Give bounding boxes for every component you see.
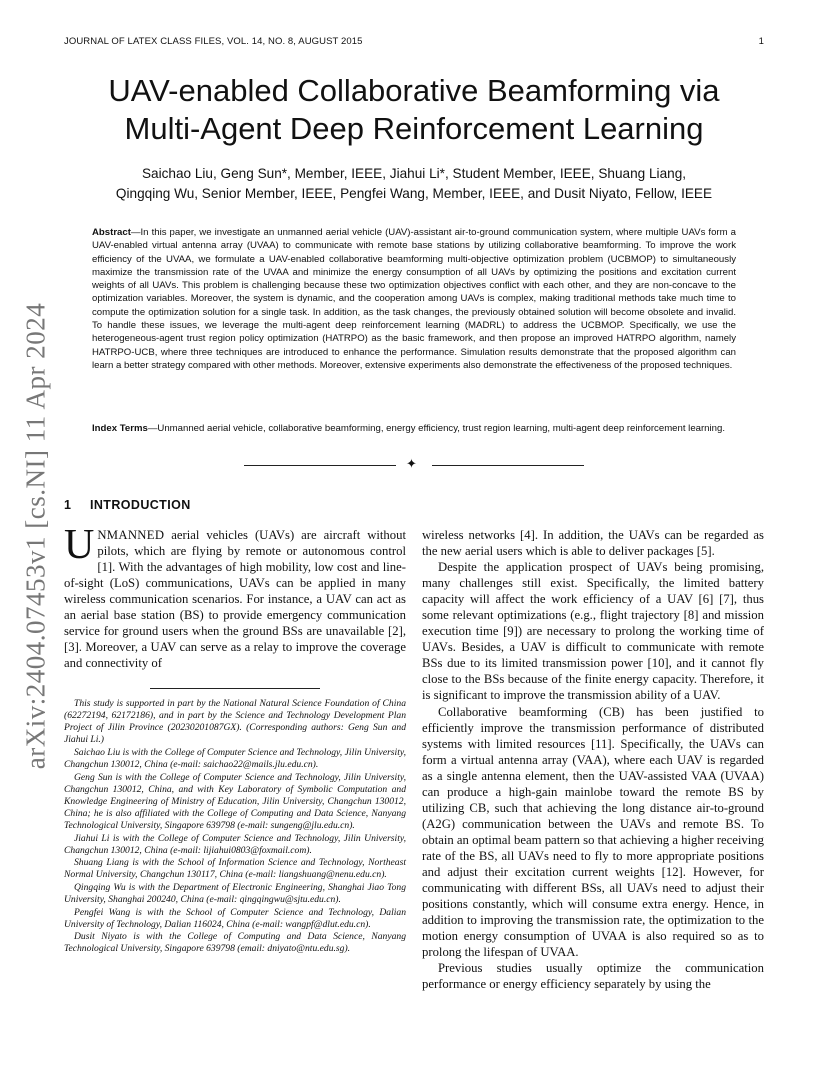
footnote-rule <box>150 688 320 689</box>
section-separator <box>244 458 584 472</box>
drop-cap: U <box>64 522 95 568</box>
abstract <box>92 226 736 372</box>
footnote-author: Geng Sun is with the College of Computer Science and Technology, Jilin University, Changchun 130012, China, and with Key Laboratory of Symbolic Computation and Knowledge Engineering of Ministry of Education, Jilin University, Changchun 130012, China; he is also affiliated with the College of Computing and Data Science, Nanyang Technological University, Singapore 639798 (e-mail: sungeng@jlu.edu.cn). <box>64 771 406 831</box>
authors-line-2: Qingqing Wu, Senior Member, IEEE, Pengfei Wang, Member, IEEE, and Dusit Niyato, Fellow, IEEE <box>115 186 713 201</box>
abstract-label: Abstract <box>92 227 131 238</box>
section-title: INTRODUCTION <box>90 498 191 512</box>
footnote-author: Dusit Niyato is with the College of Computing and Data Science, Nanyang Technological University, Singapore 639798 (email: dniyato@ntu.edu.sg). <box>64 931 406 955</box>
left-column <box>64 522 406 671</box>
footnote-funding: This study is supported in part by the National Natural Science Foundation of China (62272194, 62172186), and in part by the Science and Technology Development Plan Project of Jilin Province (20230201087GX). (Corresponding authors: Geng Sun and Jiahui Li.) <box>64 698 406 746</box>
intro-paragraph-4: Previous studies usually optimize the communication performance or energy efficiency separately by using the <box>422 961 764 992</box>
intro-paragraph-3: Collaborative beamforming (CB) has been justified to efficiently improve the transmission performance of distributed systems with limited resources [11]. Specifically, the UAVs can form a virtual antenna array (VAA), where each UAV is regarded as a single antenna element, then the UAV-assisted VAA (UVAA) can produce a high-gain mainlobe toward the remote BS by utilizing CB, such that achieving the long distance air-to-ground (A2G) communication between the UAVs and remote BS. To obtain an optimal beam pattern so that achieving a higher receiving rate of the BS, all UAVs need to fly to more appropriate positions and adjust their excitation current weights [12]. However, for communicating with different BSs, all UAVs need to adjust their positions constantly, which will consume extra energy. Hence, in addition to improving the transmission rate, the optimization to the motion energy consumption of UVAA is also required so as to prolong the lifespan of UVAA. <box>422 704 764 960</box>
intro-paragraph-continued: wireless networks [4]. In addition, the UAVs can be regarded as the new aerial users which is able to deliver packages [5]. <box>422 528 764 559</box>
right-column <box>422 527 764 992</box>
running-header <box>64 36 764 50</box>
separator-rule-left <box>244 465 396 466</box>
footnote-author: Jiahui Li is with the College of Computer Science and Technology, Jilin University, Changchun 130012, China (e-mail: lijiahui0803@foxmail.com). <box>64 832 406 856</box>
footnote-author: Saichao Liu is with the College of Computer Science and Technology, Jilin University, Changchun 130012, China (e-mail: saichao22@mails.jlu.edu.cn). <box>64 746 406 770</box>
page-number: 1 <box>758 36 764 47</box>
intro-paragraph-1 <box>64 522 406 671</box>
title-line-2: Multi-Agent Deep Reinforcement Learning <box>124 111 704 146</box>
arxiv-identifier: arXiv:2404.07453v1 [cs.NI] 11 Apr 2024 <box>20 302 51 770</box>
title-line-1: UAV-enabled Collaborative Beamforming via <box>108 73 720 108</box>
paper-title <box>60 72 768 148</box>
index-terms <box>92 422 736 435</box>
arxiv-stamp <box>16 296 56 776</box>
authors-line-1: Saichao Liu, Geng Sun*, Member, IEEE, Jiahui Li*, Student Member, IEEE, Shuang Liang, <box>141 166 687 181</box>
intro-smallcaps: NMANNED <box>97 528 165 542</box>
section-heading <box>64 498 191 512</box>
footnote-author: Pengfei Wang is with the School of Computer Science and Technology, Dalian University of Technology, Dalian 116024, China (e-mail: wangpf@dlut.edu.cn). <box>64 906 406 930</box>
abstract-text: —In this paper, we investigate an unmanned aerial vehicle (UAV)-assistant air-to-ground communication system, where multiple UAVs form a UAV-enabled virtual antenna array (UVAA) to communicate with remote base stations by utilizing collaborative beamforming. To improve the work efficiency of the UVAA, we formulate a UAV-enabled collaborative beamforming multi-objective optimization problem (UCBMOP) to simultaneously maximize the transmission rate of the UVAA and minimize the energy consumption of all UAVs by optimizing the positions and excitation current weights of all UAVs. This problem is challenging because these two optimization objectives conflict with each other, and they are non-concave to the optimization variables. Moreover, the system is dynamic, and the cooperation among UAVs is complex, making traditional methods take much time to compute the optimization solution for a single task. In addition, as the task changes, the previously obtained solution will become obsolete and invalid. To handle these issues, we leverage the multi-agent deep reinforcement learning (MADRL) to address the UCBMOP. Specifically, we use the heterogeneous-agent trust region policy optimization (HATRPO) as the basic framework, and then propose an improved HATRPO algorithm, namely HATRPO-UCB, where three techniques are introduced to enhance the performance. Simulation results demonstrate that the proposed algorithm can learn a better strategy compared with other methods. Moreover, extensive experiments also demonstrate the effectiveness of the proposed techniques. <box>92 227 736 371</box>
author-list <box>60 164 768 204</box>
footnote-author: Shuang Liang is with the School of Information Science and Technology, Northeast Normal University, Changchun 130117, China (e-mail: liangshuang@nenu.edu.cn). <box>64 857 406 881</box>
index-terms-label: Index Terms <box>92 423 148 434</box>
section-number: 1 <box>64 498 72 512</box>
footnote-author: Qingqing Wu is with the Department of Electronic Engineering, Shanghai Jiao Tong University, Shanghai 200240, China (e-mail: qingqingwu@sjtu.edu.cn). <box>64 881 406 905</box>
intro-paragraph-1-text: aerial vehicles (UAVs) are aircraft without pilots, which are flying by remote or autonomous control [1]. With the advantages of high mobility, low cost and line-of-sight (LoS) communications, UAVs can be applied in many wireless communication scenarios. For instance, a UAV can act as an aerial base station (BS) to provide emergency communication service for ground users when the ground BSs are unavailable [2], [3]. Moreover, a UAV can serve as a relay to improve the coverage and connectivity of <box>64 528 406 671</box>
separator-diamond-icon: ✦ <box>406 457 417 472</box>
intro-paragraph-2: Despite the application prospect of UAVs being promising, many challenges still exist. Specifically, the limited battery capacity will affect the work efficiency of a UAV [6] [7], thus some relevant optimizations (e.g., flight trajectory [8] and mission execution time [9]) are necessary to prolong the working time of UAVs. Besides, a UAV is difficult to communicate with remote BSs due to its limited transmission power [10], and it cannot fly close to the BSs because of the finite energy capacity. Therefore, it is significant to improve the transmission ability of a UAV. <box>422 560 764 703</box>
separator-rule-right <box>432 465 584 466</box>
index-terms-text: —Unmanned aerial vehicle, collaborative beamforming, energy efficiency, trust region learning, multi-agent deep reinforcement learning. <box>147 423 725 434</box>
journal-name: JOURNAL OF LATEX CLASS FILES, VOL. 14, NO. 8, AUGUST 2015 <box>64 36 363 47</box>
footnotes <box>64 698 406 956</box>
